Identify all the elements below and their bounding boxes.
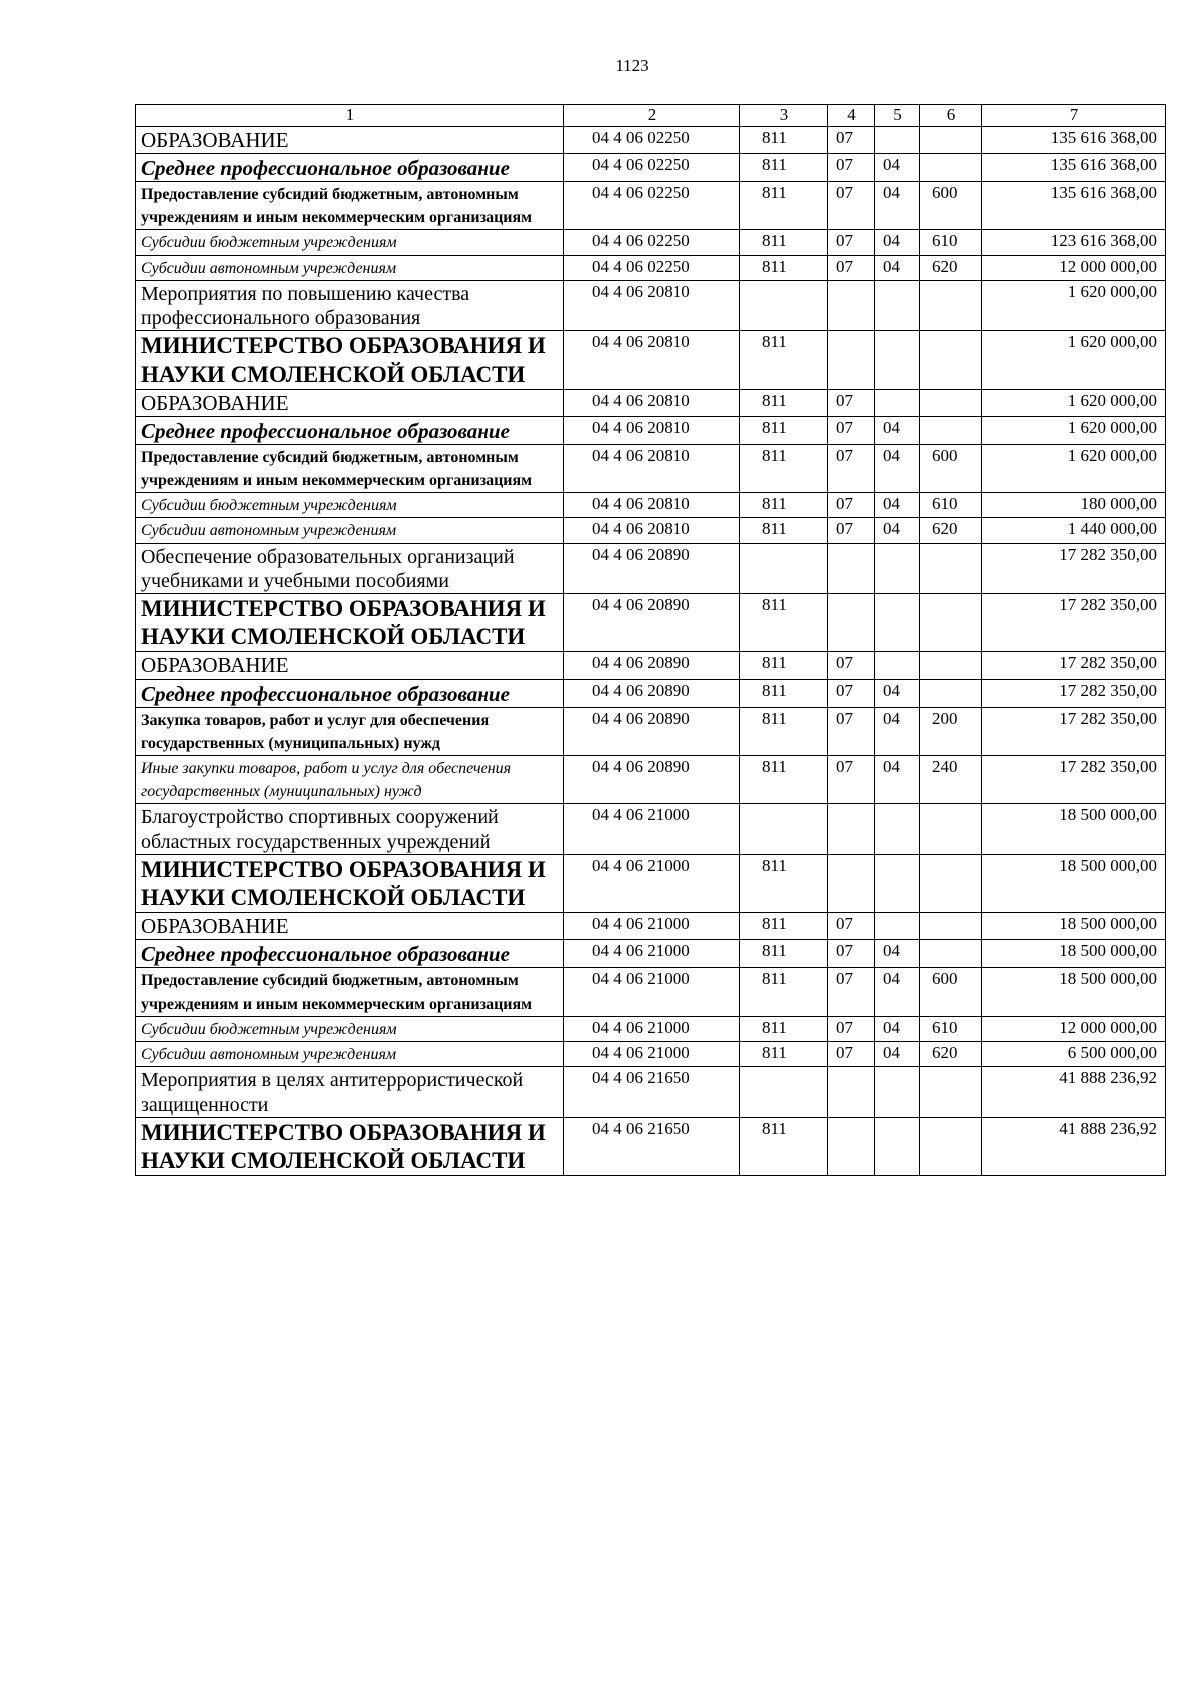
- ministry-code: 811: [740, 126, 828, 153]
- amount: 12 000 000,00: [982, 1016, 1166, 1041]
- item-name: Мероприятия в целях антитеррористической защищенности: [136, 1067, 564, 1118]
- item-name: Предоставление субсидий бюджетным, автономным учреждениям и иным некоммерческим организациям: [136, 968, 564, 1016]
- subsection-code: 04: [875, 153, 920, 181]
- subsection-code: 04: [875, 1016, 920, 1041]
- item-name: МИНИСТЕРСТВО ОБРАЗОВАНИЯ И НАУКИ СМОЛЕНСКОЙ ОБЛАСТИ: [136, 1118, 564, 1176]
- target-code: 04 4 06 02250: [564, 126, 740, 153]
- ministry-code: 811: [740, 1118, 828, 1176]
- table-row: [136, 444, 1166, 492]
- target-code: 04 4 06 21000: [564, 804, 740, 855]
- target-code: 04 4 06 20890: [564, 707, 740, 755]
- target-code: 04 4 06 02250: [564, 153, 740, 181]
- amount: 18 500 000,00: [982, 940, 1166, 968]
- item-name: ОБРАЗОВАНИЕ: [136, 652, 564, 679]
- ministry-code: 811: [740, 855, 828, 913]
- target-code: 04 4 06 20810: [564, 444, 740, 492]
- table-row: [136, 493, 1166, 518]
- amount: 123 616 368,00: [982, 230, 1166, 255]
- subsection-code: [875, 1118, 920, 1176]
- expense-type-code: [920, 280, 982, 331]
- item-name: Среднее профессиональное образование: [136, 679, 564, 707]
- subsection-code: 04: [875, 444, 920, 492]
- subsection-code: [875, 126, 920, 153]
- budget-table: [135, 104, 1166, 1176]
- target-code: 04 4 06 21650: [564, 1067, 740, 1118]
- subsection-code: [875, 543, 920, 594]
- item-name: МИНИСТЕРСТВО ОБРАЗОВАНИЯ И НАУКИ СМОЛЕНСКОЙ ОБЛАСТИ: [136, 855, 564, 913]
- section-code: [828, 1067, 875, 1118]
- item-name: Благоустройство спортивных сооружений областных государственных учреждений: [136, 804, 564, 855]
- item-name: Субсидии автономным учреждениям: [136, 255, 564, 280]
- expense-type-code: [920, 1118, 982, 1176]
- subsection-code: [875, 1067, 920, 1118]
- section-code: [828, 280, 875, 331]
- table-row: [136, 756, 1166, 804]
- section-code: 07: [828, 518, 875, 543]
- section-code: 07: [828, 126, 875, 153]
- amount: 17 282 350,00: [982, 594, 1166, 652]
- section-code: 07: [828, 493, 875, 518]
- target-code: 04 4 06 20890: [564, 594, 740, 652]
- amount: 17 282 350,00: [982, 652, 1166, 679]
- subsection-code: [875, 389, 920, 416]
- subsection-code: 04: [875, 1042, 920, 1067]
- amount: 135 616 368,00: [982, 153, 1166, 181]
- target-code: 04 4 06 20810: [564, 518, 740, 543]
- subsection-code: [875, 331, 920, 389]
- expense-type-code: 600: [920, 181, 982, 229]
- table-row: [136, 679, 1166, 707]
- subsection-code: [875, 804, 920, 855]
- target-code: 04 4 06 02250: [564, 255, 740, 280]
- table-row: [136, 1067, 1166, 1118]
- expense-type-code: 620: [920, 518, 982, 543]
- ministry-code: 811: [740, 756, 828, 804]
- header-cell-4: 4: [828, 105, 875, 127]
- item-name: Субсидии бюджетным учреждениям: [136, 230, 564, 255]
- section-code: [828, 855, 875, 913]
- expense-type-code: [920, 1067, 982, 1118]
- section-code: 07: [828, 153, 875, 181]
- ministry-code: 811: [740, 389, 828, 416]
- expense-type-code: [920, 652, 982, 679]
- expense-type-code: [920, 940, 982, 968]
- target-code: 04 4 06 02250: [564, 181, 740, 229]
- table-body: [136, 105, 1166, 1176]
- target-code: 04 4 06 21000: [564, 940, 740, 968]
- table-row: [136, 230, 1166, 255]
- expense-type-code: [920, 913, 982, 940]
- section-code: 07: [828, 679, 875, 707]
- target-code: 04 4 06 20810: [564, 493, 740, 518]
- subsection-code: 04: [875, 940, 920, 968]
- section-code: [828, 594, 875, 652]
- expense-type-code: 200: [920, 707, 982, 755]
- table-row: [136, 126, 1166, 153]
- target-code: 04 4 06 20890: [564, 652, 740, 679]
- amount: 17 282 350,00: [982, 707, 1166, 755]
- target-code: 04 4 06 20810: [564, 389, 740, 416]
- expense-type-code: 610: [920, 1016, 982, 1041]
- header-cell-6: 6: [920, 105, 982, 127]
- target-code: 04 4 06 20890: [564, 679, 740, 707]
- item-name: Субсидии автономным учреждениям: [136, 518, 564, 543]
- ministry-code: 811: [740, 230, 828, 255]
- expense-type-code: [920, 153, 982, 181]
- subsection-code: 04: [875, 416, 920, 444]
- ministry-code: [740, 804, 828, 855]
- target-code: 04 4 06 20890: [564, 543, 740, 594]
- target-code: 04 4 06 20810: [564, 331, 740, 389]
- ministry-code: 811: [740, 968, 828, 1016]
- expense-type-code: [920, 543, 982, 594]
- table-row: [136, 389, 1166, 416]
- section-code: [828, 543, 875, 594]
- section-code: [828, 804, 875, 855]
- item-name: ОБРАЗОВАНИЕ: [136, 389, 564, 416]
- ministry-code: 811: [740, 940, 828, 968]
- item-name: Предоставление субсидий бюджетным, автономным учреждениям и иным некоммерческим организациям: [136, 181, 564, 229]
- amount: 18 500 000,00: [982, 855, 1166, 913]
- item-name: Среднее профессиональное образование: [136, 416, 564, 444]
- expense-type-code: 620: [920, 1042, 982, 1067]
- target-code: 04 4 06 21000: [564, 855, 740, 913]
- amount: 1 440 000,00: [982, 518, 1166, 543]
- header-cell-5: 5: [875, 105, 920, 127]
- table-row: [136, 594, 1166, 652]
- page-number: 1123: [615, 56, 649, 75]
- item-name: Среднее профессиональное образование: [136, 153, 564, 181]
- subsection-code: 04: [875, 968, 920, 1016]
- expense-type-code: [920, 594, 982, 652]
- amount: 1 620 000,00: [982, 444, 1166, 492]
- table-row: [136, 1042, 1166, 1067]
- expense-type-code: 600: [920, 968, 982, 1016]
- ministry-code: 811: [740, 255, 828, 280]
- ministry-code: 811: [740, 913, 828, 940]
- target-code: 04 4 06 20810: [564, 416, 740, 444]
- subsection-code: 04: [875, 707, 920, 755]
- amount: 17 282 350,00: [982, 756, 1166, 804]
- amount: 1 620 000,00: [982, 416, 1166, 444]
- target-code: 04 4 06 02250: [564, 230, 740, 255]
- amount: 18 500 000,00: [982, 913, 1166, 940]
- amount: 17 282 350,00: [982, 543, 1166, 594]
- ministry-code: [740, 280, 828, 331]
- target-code: 04 4 06 21000: [564, 1016, 740, 1041]
- expense-type-code: [920, 126, 982, 153]
- amount: 18 500 000,00: [982, 804, 1166, 855]
- ministry-code: 811: [740, 493, 828, 518]
- section-code: 07: [828, 230, 875, 255]
- section-code: 07: [828, 255, 875, 280]
- target-code: 04 4 06 20890: [564, 756, 740, 804]
- table-row: [136, 968, 1166, 1016]
- ministry-code: 811: [740, 518, 828, 543]
- ministry-code: [740, 543, 828, 594]
- section-code: 07: [828, 1016, 875, 1041]
- subsection-code: 04: [875, 255, 920, 280]
- amount: 1 620 000,00: [982, 280, 1166, 331]
- amount: 180 000,00: [982, 493, 1166, 518]
- item-name: Субсидии автономным учреждениям: [136, 1042, 564, 1067]
- subsection-code: 04: [875, 230, 920, 255]
- item-name: Иные закупки товаров, работ и услуг для обеспечения государственных (муниципальных) нужд: [136, 756, 564, 804]
- table-row: [136, 181, 1166, 229]
- subsection-code: 04: [875, 181, 920, 229]
- expense-type-code: [920, 416, 982, 444]
- subsection-code: 04: [875, 493, 920, 518]
- expense-type-code: [920, 804, 982, 855]
- item-name: Мероприятия по повышению качества профессионального образования: [136, 280, 564, 331]
- amount: 1 620 000,00: [982, 389, 1166, 416]
- subsection-code: 04: [875, 756, 920, 804]
- table-row: [136, 855, 1166, 913]
- table-row: [136, 1118, 1166, 1176]
- section-code: 07: [828, 707, 875, 755]
- amount: 41 888 236,92: [982, 1067, 1166, 1118]
- target-code: 04 4 06 20810: [564, 280, 740, 331]
- item-name: Субсидии бюджетным учреждениям: [136, 1016, 564, 1041]
- table-row: [136, 280, 1166, 331]
- section-code: 07: [828, 1042, 875, 1067]
- table-row: [136, 707, 1166, 755]
- table-row: [136, 913, 1166, 940]
- table-row: [136, 416, 1166, 444]
- expense-type-code: 610: [920, 230, 982, 255]
- table-row: [136, 652, 1166, 679]
- section-code: 07: [828, 968, 875, 1016]
- expense-type-code: 240: [920, 756, 982, 804]
- amount: 6 500 000,00: [982, 1042, 1166, 1067]
- target-code: 04 4 06 21000: [564, 968, 740, 1016]
- section-code: 07: [828, 756, 875, 804]
- expense-type-code: 620: [920, 255, 982, 280]
- item-name: МИНИСТЕРСТВО ОБРАЗОВАНИЯ И НАУКИ СМОЛЕНСКОЙ ОБЛАСТИ: [136, 594, 564, 652]
- amount: 17 282 350,00: [982, 679, 1166, 707]
- expense-type-code: 600: [920, 444, 982, 492]
- subsection-code: [875, 652, 920, 679]
- subsection-code: 04: [875, 518, 920, 543]
- item-name: Среднее профессиональное образование: [136, 940, 564, 968]
- item-name: ОБРАЗОВАНИЕ: [136, 126, 564, 153]
- subsection-code: [875, 594, 920, 652]
- amount: 135 616 368,00: [982, 126, 1166, 153]
- table-row: [136, 255, 1166, 280]
- item-name: Закупка товаров, работ и услуг для обеспечения государственных (муниципальных) нужд: [136, 707, 564, 755]
- section-code: 07: [828, 416, 875, 444]
- section-code: 07: [828, 913, 875, 940]
- item-name: ОБРАЗОВАНИЕ: [136, 913, 564, 940]
- amount: 1 620 000,00: [982, 331, 1166, 389]
- table-row: [136, 518, 1166, 543]
- ministry-code: 811: [740, 416, 828, 444]
- ministry-code: 811: [740, 594, 828, 652]
- header-cell-2: 2: [564, 105, 740, 127]
- target-code: 04 4 06 21650: [564, 1118, 740, 1176]
- subsection-code: 04: [875, 679, 920, 707]
- item-name: Субсидии бюджетным учреждениям: [136, 493, 564, 518]
- target-code: 04 4 06 21000: [564, 913, 740, 940]
- table-row: [136, 153, 1166, 181]
- ministry-code: 811: [740, 652, 828, 679]
- target-code: 04 4 06 21000: [564, 1042, 740, 1067]
- section-code: [828, 1118, 875, 1176]
- expense-type-code: [920, 679, 982, 707]
- item-name: Обеспечение образовательных организаций учебниками и учебными пособиями: [136, 543, 564, 594]
- table-row: [136, 543, 1166, 594]
- table-row: [136, 940, 1166, 968]
- table-row: [136, 804, 1166, 855]
- item-name: МИНИСТЕРСТВО ОБРАЗОВАНИЯ И НАУКИ СМОЛЕНСКОЙ ОБЛАСТИ: [136, 331, 564, 389]
- expense-type-code: [920, 855, 982, 913]
- amount: 135 616 368,00: [982, 181, 1166, 229]
- section-code: 07: [828, 940, 875, 968]
- subsection-code: [875, 855, 920, 913]
- header-cell-1: 1: [136, 105, 564, 127]
- section-code: 07: [828, 181, 875, 229]
- ministry-code: 811: [740, 444, 828, 492]
- ministry-code: 811: [740, 1042, 828, 1067]
- amount: 41 888 236,92: [982, 1118, 1166, 1176]
- expense-type-code: [920, 331, 982, 389]
- section-code: 07: [828, 389, 875, 416]
- amount: 12 000 000,00: [982, 255, 1166, 280]
- ministry-code: 811: [740, 331, 828, 389]
- ministry-code: 811: [740, 679, 828, 707]
- ministry-code: 811: [740, 1016, 828, 1041]
- expense-type-code: [920, 389, 982, 416]
- section-code: 07: [828, 444, 875, 492]
- ministry-code: 811: [740, 153, 828, 181]
- subsection-code: [875, 913, 920, 940]
- section-code: [828, 331, 875, 389]
- amount: 18 500 000,00: [982, 968, 1166, 1016]
- ministry-code: [740, 1067, 828, 1118]
- section-code: 07: [828, 652, 875, 679]
- ministry-code: 811: [740, 181, 828, 229]
- ministry-code: 811: [740, 707, 828, 755]
- table-row: [136, 1016, 1166, 1041]
- subsection-code: [875, 280, 920, 331]
- table-row: [136, 331, 1166, 389]
- header-cell-7: 7: [982, 105, 1166, 127]
- header-cell-3: 3: [740, 105, 828, 127]
- header-row: [136, 105, 1166, 127]
- item-name: Предоставление субсидий бюджетным, автономным учреждениям и иным некоммерческим организациям: [136, 444, 564, 492]
- expense-type-code: 610: [920, 493, 982, 518]
